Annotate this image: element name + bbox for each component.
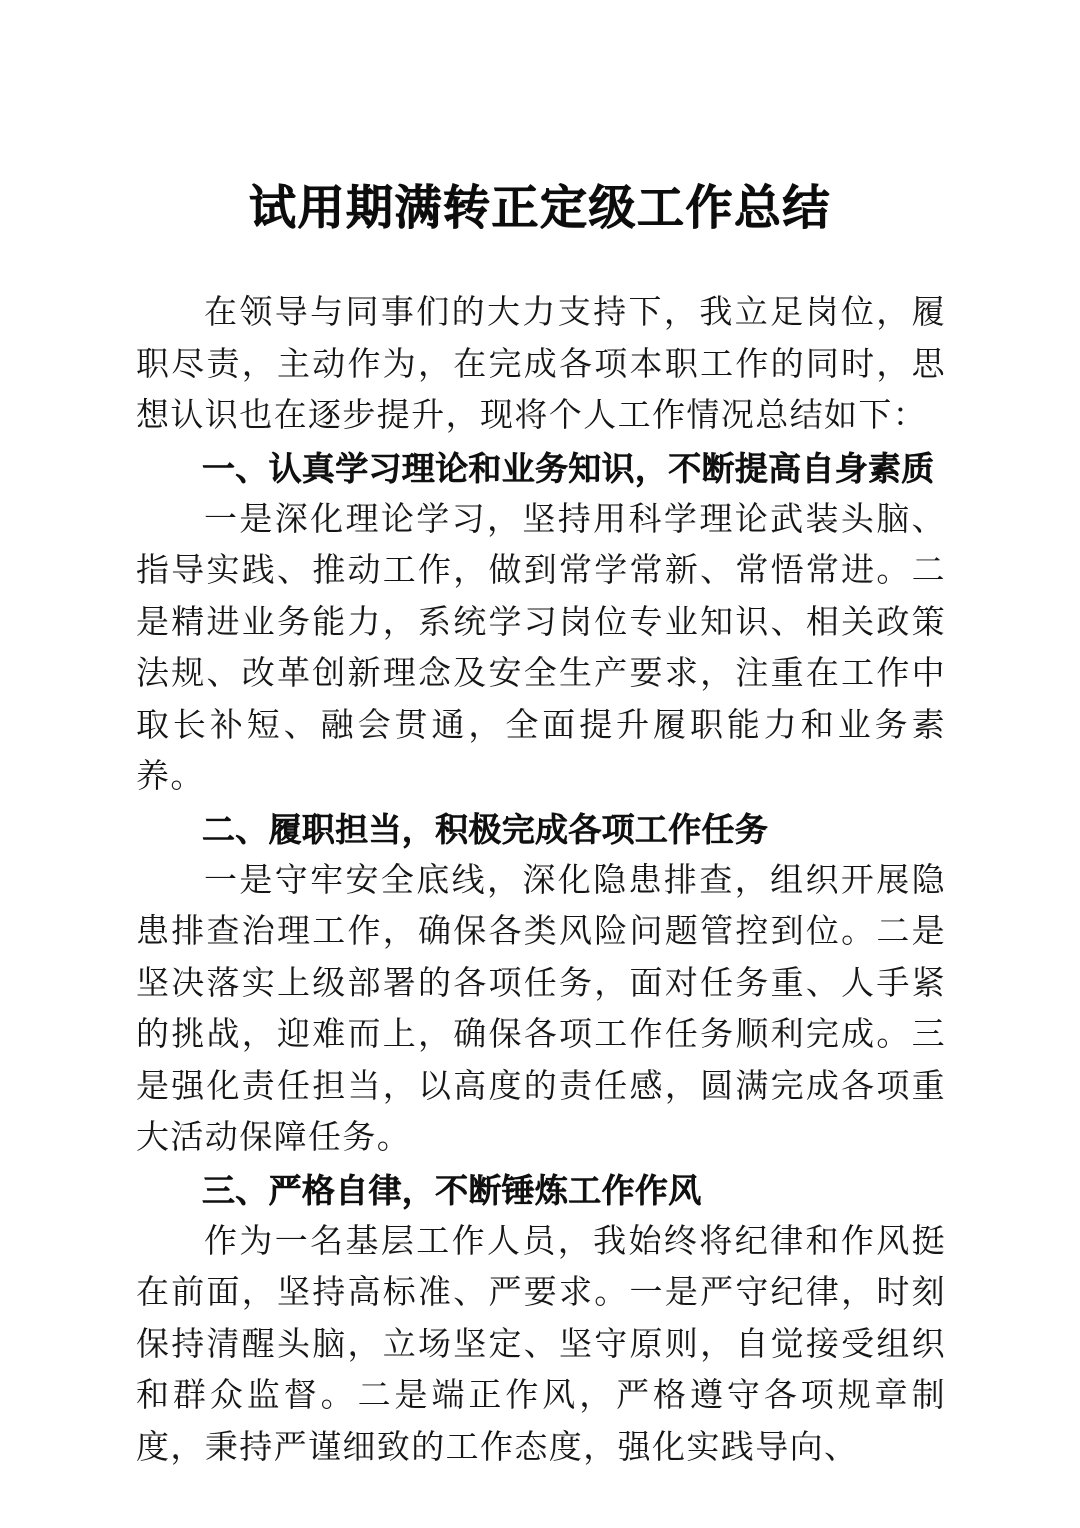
body-paragraph-1: 在领导与同事们的大力支持下，我立足岗位，履职尽责，主动作为，在完成各项本职工作的同时，思想认识也在逐步提升，现将个人工作情况总结如下： xyxy=(136,295,946,434)
document-body xyxy=(136,288,946,1474)
title-spacer xyxy=(0,233,1080,289)
section-heading-2: 二、履职担当，积极完成各项工作任务 xyxy=(202,810,769,848)
section-heading-3: 三、严格自律，不断锤炼工作作风 xyxy=(202,1171,702,1209)
body-paragraph-2: 一是深化理论学习，坚持用科学理论武装头脑、指导实践、推动工作，做到常学常新、常悟常进。二是精进业务能力，系统学习岗位专业知识、相关政策法规、改革创新理念及安全生产要求，注重在工作中取长补短、融会贯通，全面提升履职能力和业务素养。 xyxy=(136,501,946,795)
page-title: 试用期满转正定级工作总结 xyxy=(249,183,831,235)
body-paragraph-3: 一是守牢安全底线，深化隐患排查，组织开展隐患排查治理工作，确保各类风险问题管控到位。二是坚决落实上级部署的各项任务，面对任务重、人手紧的挑战，迎难而上，确保各项工作任务顺利完成。三是强化责任担当，以高度的责任感，圆满完成各项重大活动保障任务。 xyxy=(136,862,946,1156)
section-heading-1: 一、认真学习理论和业务知识，不断提高自身素质 xyxy=(202,449,935,487)
body-paragraph-4: 作为一名基层工作人员，我始终将纪律和作风挺在前面，坚持高标准、严要求。一是严守纪律，时刻保持清醒头脑，立场坚定、坚守原则，自觉接受组织和群众监督。二是端正作风，严格遵守各项规章制度，秉持严谨细致的工作态度，强化实践导向、 xyxy=(136,1223,946,1466)
